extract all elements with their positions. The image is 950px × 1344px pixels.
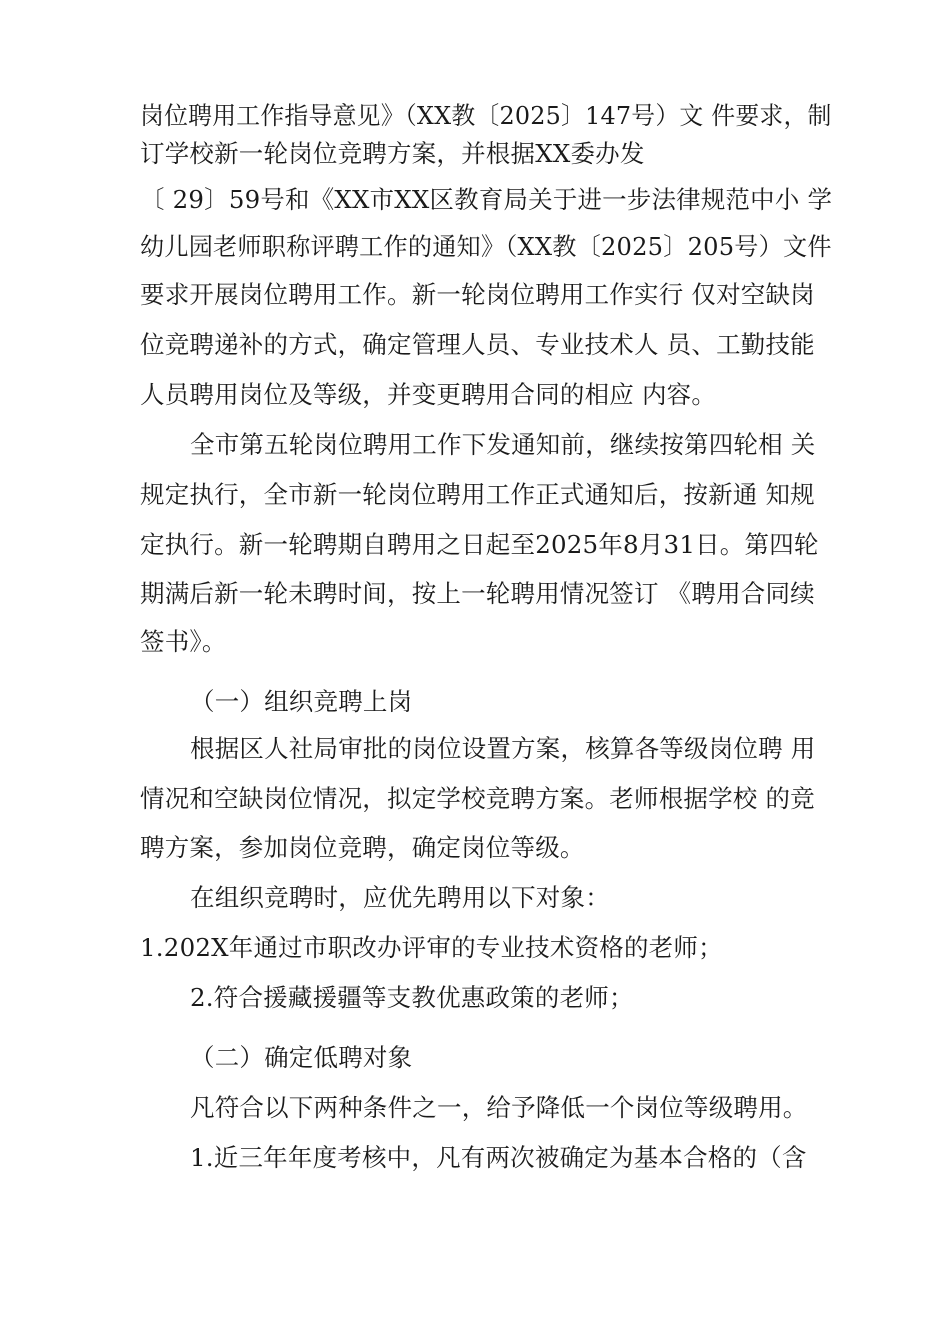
section-heading-1: （一）组织竞聘上岗 <box>190 687 413 716</box>
body-text-line: 签书》。 <box>140 627 227 656</box>
body-text-line: 情况和空缺岗位情况，拟定学校竞聘方案。老师根据学校 的竞 <box>140 784 815 813</box>
body-text-line: 聘方案，参加岗位竞聘，确定岗位等级。 <box>140 833 585 862</box>
list-item-1: 1.202X年通过市职改办评审的专业技术资格的老师； <box>140 933 723 962</box>
paragraph-first-line: 根据区人社局审批的岗位设置方案，核算各等级岗位聘 用 <box>190 734 816 763</box>
body-text-line: 要求开展岗位聘用工作。新一轮岗位聘用工作实行 仅对空缺岗 <box>140 280 815 309</box>
body-text-line: 期满后新一轮未聘时间，按上一轮聘用情况签订 《聘用合同续 <box>140 579 815 608</box>
list-item-1: 1.近三年年度考核中，凡有两次被确定为基本合格的（含 <box>190 1143 807 1172</box>
body-text-line: 订学校新一轮岗位竞聘方案，并根据XX委办发 <box>140 139 645 168</box>
body-text-line: 岗位聘用工作指导意见》（XX教〔2025〕147号）文 件要求，制 <box>140 101 832 130</box>
body-text-line: 人员聘用岗位及等级，并变更聘用合同的相应 内容。 <box>140 380 717 409</box>
list-item-2: 2.符合援藏援疆等支教优惠政策的老师； <box>190 983 634 1012</box>
section-heading-2: （二）确定低聘对象 <box>190 1043 413 1072</box>
body-text-line: 定执行。新一轮聘期自聘用之日起至2025年8月31日。第四轮 <box>140 530 819 559</box>
paragraph-first-line: 全市第五轮岗位聘用工作下发通知前，继续按第四轮相 关 <box>190 430 816 459</box>
paragraph-first-line: 凡符合以下两种条件之一，给予降低一个岗位等级聘用。 <box>190 1093 808 1122</box>
body-text-line: 〔 29〕59号和《XX市XX区教育局关于进一步法律规范中小 学 <box>140 185 833 214</box>
body-text-line: 位竞聘递补的方式，确定管理人员、专业技术人 员、工勤技能 <box>140 330 815 359</box>
body-text-line: 规定执行，全市新一轮岗位聘用工作正式通知后，按新通 知规 <box>140 480 815 509</box>
paragraph-first-line: 在组织竞聘时，应优先聘用以下对象： <box>190 883 610 912</box>
body-text-line: 幼儿园老师职称评聘工作的通知》（XX教〔2025〕205号）文件 <box>140 232 832 261</box>
